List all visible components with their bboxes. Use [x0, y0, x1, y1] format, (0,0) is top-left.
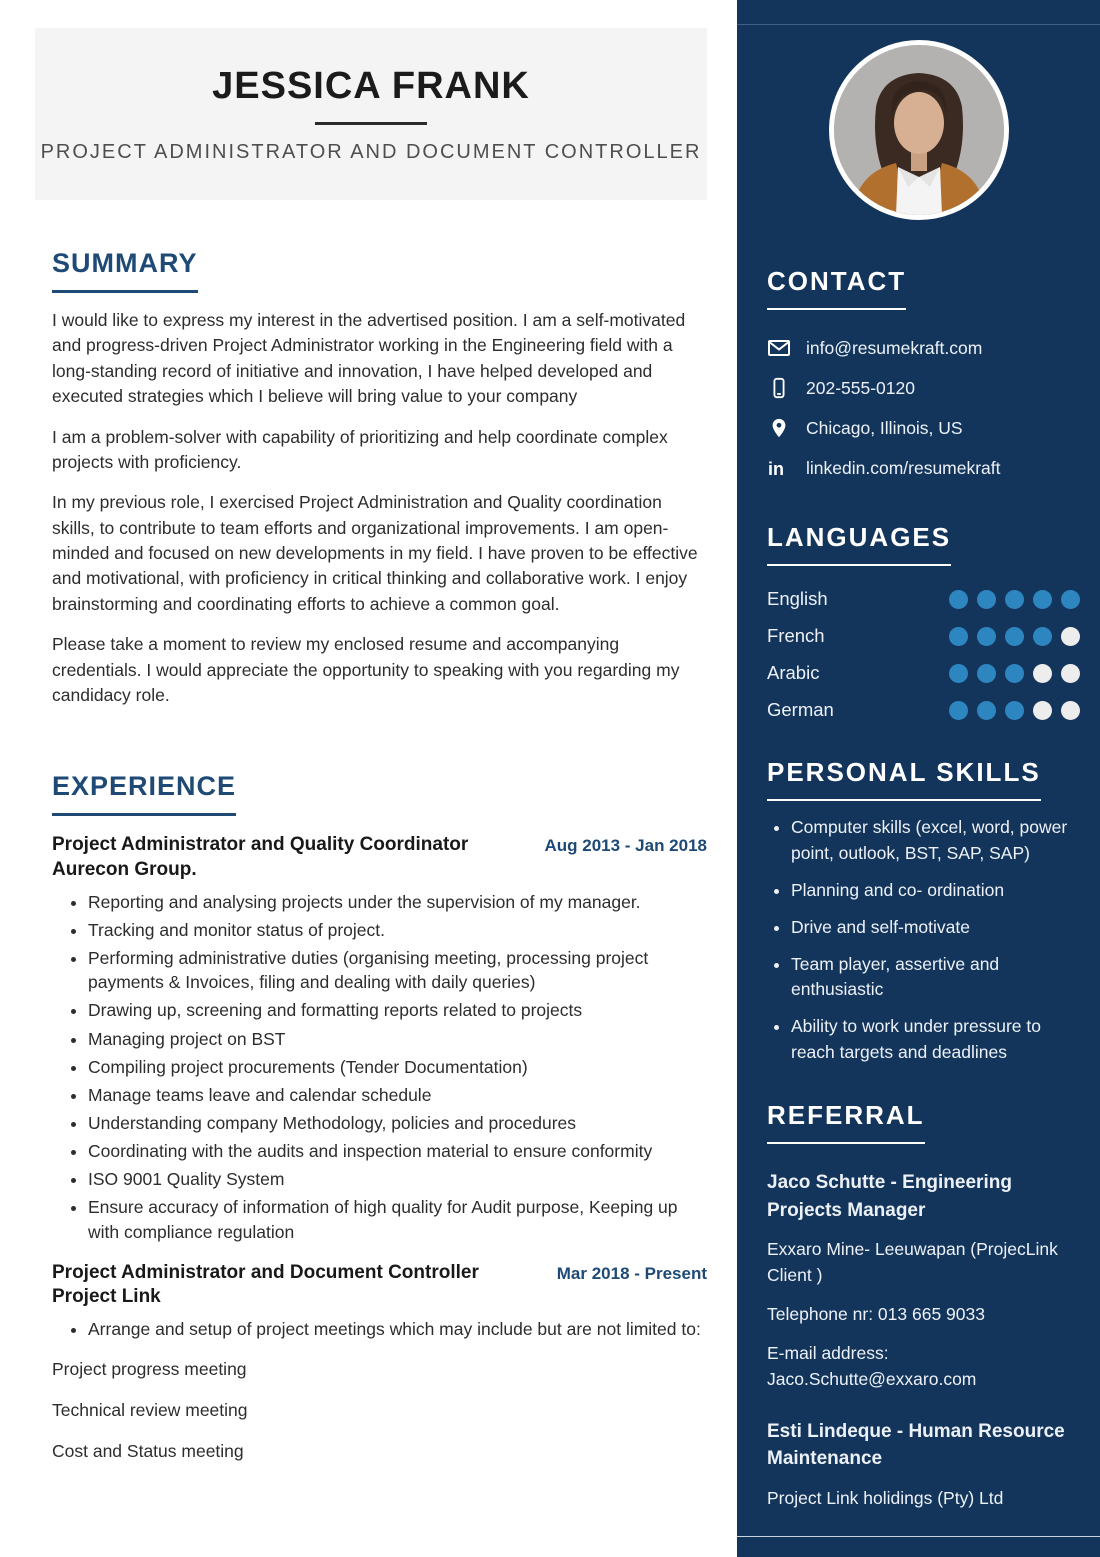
profile-photo: [829, 40, 1009, 220]
language-rating: [949, 664, 1080, 683]
rating-dot-empty: [1061, 664, 1080, 683]
job-paragraph: Cost and Status meeting: [52, 1440, 244, 1461]
languages-section: [767, 522, 1080, 721]
summary-paragraph: In my previous role, I exercised Project Administration and Quality coordination skills, to contribute to team efforts and organizational improvements. I am open-minded and focused on new developments in my field. I have proven to be effective and motivational, with proficiency in critical thinking and collaborative work. I enjoy brainstorming and coordinating efforts to achieve a common goal.: [52, 492, 698, 614]
mail-icon: [767, 336, 791, 360]
rating-dot-filled: [1005, 590, 1024, 609]
job-bullet: • Compiling project procurements (Tender Documentation): [88, 1055, 707, 1079]
job-bullet: • Performing administrative duties (organising meeting, processing project payments & Invoices, filing and dealing with daily queries): [88, 946, 707, 994]
candidate-title: PROJECT ADMINISTRATOR AND DOCUMENT CONTROLLER: [40, 140, 702, 163]
language-list: [767, 588, 1080, 721]
referral-detail: Exxaro Mine- Leeuwapan (ProjecLink Client ): [767, 1239, 1058, 1286]
job-paragraph: Project progress meeting: [52, 1359, 247, 1380]
job-entry: [52, 1262, 707, 1464]
rating-dot-empty: [1033, 701, 1052, 720]
job-title: Project Administrator and Quality Coordinator: [52, 834, 469, 856]
skills-section: [767, 757, 1080, 1066]
job-header: [52, 834, 707, 857]
language-rating: [949, 627, 1080, 646]
rating-dot-filled: [977, 627, 996, 646]
job-bullet: • Manage teams leave and calendar schedule: [88, 1083, 707, 1107]
rating-dot-filled: [977, 590, 996, 609]
rating-dot-filled: [1033, 590, 1052, 609]
contact-text: linkedin.com/resumekraft: [806, 457, 1001, 478]
skill-item: • Drive and self-motivate: [791, 915, 1080, 941]
contact-list: [767, 336, 1080, 480]
job-bullet: • Reporting and analysing projects under the supervision of my manager.: [88, 890, 707, 914]
contact-item: [767, 416, 1080, 440]
job-bullet: • Understanding company Methodology, policies and procedures: [88, 1111, 707, 1135]
rating-dot-filled: [1005, 627, 1024, 646]
job-bullet: • Arrange and setup of project meetings which may include but are not limited to:: [88, 1317, 707, 1341]
summary-heading: SUMMARY: [52, 248, 198, 293]
language-rating: [949, 590, 1080, 609]
sidebar-content: [737, 266, 1100, 1537]
skills-list: [767, 815, 1080, 1066]
rating-dot-filled: [1061, 590, 1080, 609]
job-header: [52, 1262, 707, 1285]
job-bullet: • Managing project on BST: [88, 1027, 707, 1051]
job-company: Project Link: [52, 1286, 161, 1308]
language-name: French: [767, 625, 825, 646]
rating-dot-filled: [949, 701, 968, 720]
rating-dot-filled: [1005, 664, 1024, 683]
sidebar: [737, 0, 1100, 1557]
name-divider: [315, 122, 427, 125]
contact-section: [767, 266, 1080, 480]
language-rating: [949, 701, 1080, 720]
skill-item: • Computer skills (excel, word, power point, outlook, BST, SAP, SAP): [791, 815, 1080, 867]
linkedin-icon: [767, 456, 791, 480]
rating-dot-filled: [949, 627, 968, 646]
contact-text: 202-555-0120: [806, 377, 915, 398]
experience-jobs: [52, 834, 707, 1463]
contact-text: info@resumekraft.com: [806, 337, 983, 358]
job-bullet: • Coordinating with the audits and inspection material to ensure conformity: [88, 1139, 707, 1163]
summary-paragraph: I would like to express my interest in the advertised position. I am a self-motivated and progress-driven Project Administrator working in the Engineering field with a long-standing record of initiative and innovation, I have helped developed and executed strategies which I believe will bring value to your company: [52, 310, 686, 407]
contact-item: [767, 376, 1080, 400]
language-row: [767, 699, 1080, 721]
rating-dot-filled: [949, 664, 968, 683]
sidebar-bottom-divider: [737, 1536, 1100, 1537]
summary-paragraph: I am a problem-solver with capability of prioritizing and help coordinate complex projects with proficiency.: [52, 426, 668, 472]
referral-section: [767, 1100, 1080, 1537]
rating-dot-empty: [1061, 627, 1080, 646]
contact-item: [767, 456, 1080, 480]
languages-heading: LANGUAGES: [767, 522, 951, 566]
referral-detail: Project Link holidings (Pty) Ltd: [767, 1487, 1004, 1508]
referral-detail: Telephone nr: 013 665 9033: [767, 1304, 985, 1324]
language-name: English: [767, 588, 828, 609]
profile-photo-illustration: [834, 45, 1004, 215]
sidebar-top-strip: [737, 0, 1100, 25]
language-row: [767, 662, 1080, 684]
rating-dot-filled: [949, 590, 968, 609]
job-paragraph: Technical review meeting: [52, 1400, 248, 1421]
phone-icon: [767, 376, 791, 400]
contact-heading: CONTACT: [767, 266, 906, 310]
job-bullet: • Tracking and monitor status of project.: [88, 918, 707, 942]
skill-item: • Planning and co- ordination: [791, 878, 1080, 904]
language-name: German: [767, 699, 834, 720]
header: [35, 28, 707, 200]
rating-dot-empty: [1061, 701, 1080, 720]
skill-item: • Team player, assertive and enthusiastic: [791, 952, 1080, 1004]
job-bullet: • Drawing up, screening and formatting reports related to projects: [88, 998, 707, 1022]
experience-heading: EXPERIENCE: [52, 771, 236, 816]
language-row: [767, 625, 1080, 647]
rating-dot-filled: [977, 701, 996, 720]
job-bullet: • ISO 9001 Quality System: [88, 1167, 707, 1191]
location-icon: [767, 416, 791, 440]
referral-heading: REFERRAL: [767, 1100, 925, 1144]
contact-item: [767, 336, 1080, 360]
summary-paragraphs: [52, 308, 707, 708]
rating-dot-filled: [977, 664, 996, 683]
job-dates: Mar 2018 - Present: [556, 1263, 707, 1283]
candidate-name: JESSICA FRANK: [212, 64, 530, 107]
referral-name: Esti Lindeque - Human Resource Maintenance: [767, 1420, 1065, 1470]
experience-section: [52, 723, 707, 1463]
summary-section: [52, 200, 707, 708]
job-bullet-list: [52, 1317, 707, 1341]
skill-item: • Ability to work under pressure to reach targets and deadlines: [791, 1014, 1080, 1066]
job-dates: Aug 2013 - Jan 2018: [544, 836, 707, 856]
job-bullet: • Ensure accuracy of information of high quality for Audit purpose, Keeping up with compliance regulation: [88, 1195, 707, 1243]
referral-list: [767, 1169, 1080, 1512]
job-title: Project Administrator and Document Controller: [52, 1261, 479, 1283]
svg-text:in: in: [768, 459, 784, 479]
summary-paragraph: Please take a moment to review my enclosed resume and accompanying credentials. I would appreciate the opportunity to speaking with you regarding my candidacy role.: [52, 634, 680, 705]
job-bullet-list: [52, 890, 707, 1244]
job-entry: [52, 834, 707, 1243]
rating-dot-filled: [1033, 627, 1052, 646]
contact-text: Chicago, Illinois, US: [806, 417, 963, 438]
referral-detail: E-mail address: Jaco.Schutte@exxaro.com: [767, 1342, 977, 1389]
language-name: Arabic: [767, 662, 820, 683]
referral-name: Jaco Schutte - Engineering Projects Manager: [767, 1172, 1012, 1221]
rating-dot-filled: [1005, 701, 1024, 720]
job-company: Aurecon Group.: [52, 859, 197, 881]
skills-heading: PERSONAL SKILLS: [767, 757, 1041, 801]
rating-dot-empty: [1033, 664, 1052, 683]
language-row: [767, 588, 1080, 610]
